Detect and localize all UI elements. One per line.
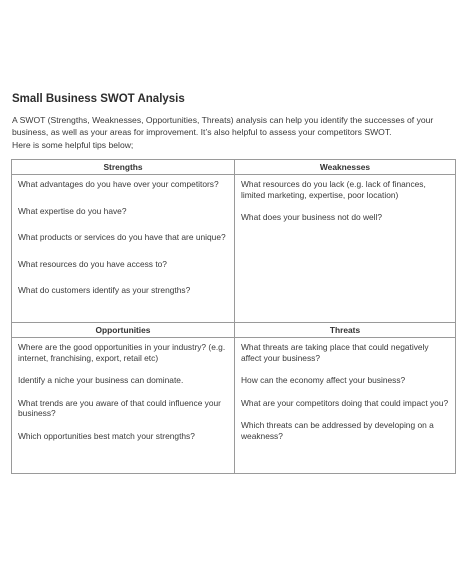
threats-item: How can the economy affect your business? [241,375,406,385]
strengths-item: What expertise do you have? [18,205,127,216]
opportunities-item: Identify a niche your business can dominate. [18,375,184,385]
tips-lead-text: Here is some helpful tips below; [12,140,134,150]
intro-paragraph: A SWOT (Strengths, Weaknesses, Opportunities, Threats) analysis can help you identify the successes of your business, as well as your areas for improvement. It’s also helpful to assess your competitors SWOT. [12,115,434,137]
threats-list [241,338,449,441]
threats-item: What are your competitors doing that could impact you? [241,397,449,408]
opportunities-item: Where are the good opportunities in your industry? (e.g. internet, franchising, export, retail etc) [18,342,226,363]
strengths-quadrant [12,160,234,322]
threats-quadrant [234,322,455,473]
swot-table [11,159,456,474]
strengths-item: What do customers identify as your strengths? [18,285,191,295]
weaknesses-item: What does your business not do well? [241,212,383,222]
strengths-item: What resources do you have access to? [18,258,167,269]
opportunities-quadrant [12,322,234,473]
strengths-item: What advantages do you have over your competitors? [18,179,219,189]
weaknesses-quadrant [234,160,455,322]
document-title: Small Business SWOT Analysis [12,93,185,105]
weaknesses-list [241,175,449,223]
threats-item: Which threats can be addressed by developing on a weakness? [241,420,434,441]
weaknesses-item: What resources do you lack (e.g. lack of finances, limited marketing, expertise, poor location) [241,179,426,200]
opportunities-header: Opportunities [12,323,234,338]
strengths-header: Strengths [12,160,234,175]
opportunities-item: Which opportunities best match your strengths? [18,430,195,441]
threats-header: Threats [235,323,455,338]
strengths-item: What products or services do you have that are unique? [18,232,226,242]
strengths-list [18,175,228,296]
opportunities-item: What trends are you aware of that could influence your business? [18,397,221,418]
threats-item: What threats are taking place that could negatively affect your business? [241,342,429,363]
opportunities-list [18,338,228,441]
weaknesses-header: Weaknesses [235,160,455,175]
